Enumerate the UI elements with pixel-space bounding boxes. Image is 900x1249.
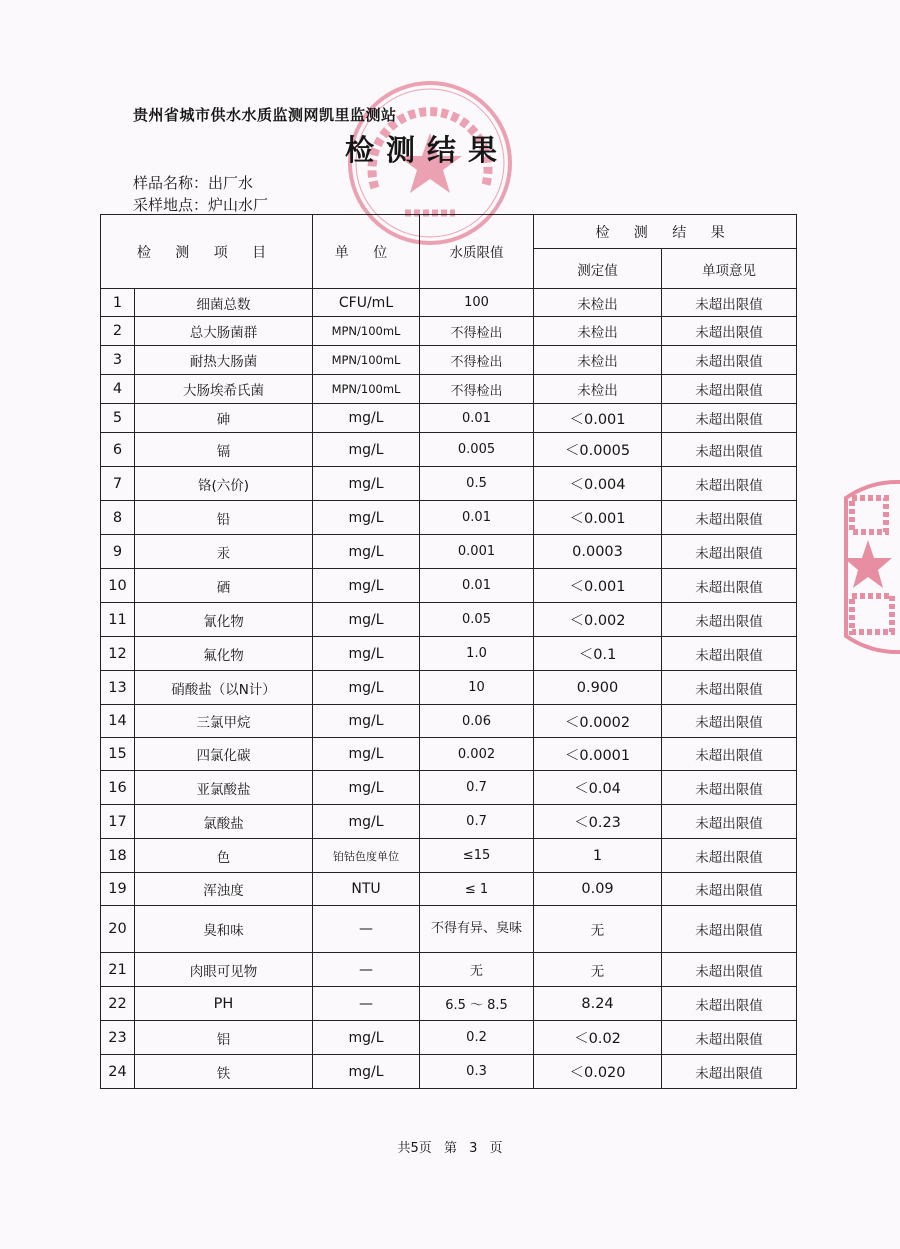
page-footer (0, 1137, 900, 1156)
row-measured: ＜0.020 (534, 1055, 662, 1089)
row-opinion: 未超出限值 (662, 906, 797, 953)
row-opinion: 未超出限值 (662, 346, 797, 375)
row-limit: 0.5 (420, 467, 534, 501)
row-number: 21 (101, 953, 135, 987)
row-limit: 不得检出 (420, 346, 534, 375)
table-row (101, 603, 797, 637)
row-limit: 0.05 (420, 603, 534, 637)
row-opinion: 未超出限值 (662, 404, 797, 433)
row-limit: 100 (420, 289, 534, 317)
row-number: 2 (101, 317, 135, 346)
table-row (101, 738, 797, 771)
row-number: 5 (101, 404, 135, 433)
organization-name: 贵州省城市供水水质监测网凯里监测站 (133, 106, 397, 124)
row-measured: 0.0003 (534, 535, 662, 569)
table-row (101, 987, 797, 1021)
table-row (101, 535, 797, 569)
table-row (101, 771, 797, 805)
table-row (101, 317, 797, 346)
sample-name-line (133, 172, 253, 193)
row-opinion: 未超出限值 (662, 289, 797, 317)
row-measured: ＜0.001 (534, 404, 662, 433)
row-opinion: 未超出限值 (662, 738, 797, 771)
row-item: 耐热大肠菌 (135, 346, 313, 375)
row-item: 镉 (135, 433, 313, 467)
row-number: 20 (101, 906, 135, 953)
row-limit: 0.005 (420, 433, 534, 467)
header-opinion: 单项意见 (662, 249, 797, 289)
row-measured: 1 (534, 839, 662, 873)
table-row (101, 501, 797, 535)
row-unit: — (313, 953, 420, 987)
table-row (101, 569, 797, 603)
table-row (101, 805, 797, 839)
row-opinion: 未超出限值 (662, 467, 797, 501)
row-limit: 0.06 (420, 705, 534, 738)
table-row (101, 289, 797, 317)
row-unit: mg/L (313, 1055, 420, 1089)
sample-site-label: 采样地点： (133, 196, 209, 214)
row-limit: 不得检出 (420, 375, 534, 404)
row-unit: 铂钴色度单位 (313, 839, 420, 873)
row-unit: mg/L (313, 433, 420, 467)
row-number: 6 (101, 433, 135, 467)
row-number: 3 (101, 346, 135, 375)
row-opinion: 未超出限值 (662, 771, 797, 805)
row-unit: MPN/100mL (313, 346, 420, 375)
row-number: 18 (101, 839, 135, 873)
row-number: 13 (101, 671, 135, 705)
row-item: 总大肠菌群 (135, 317, 313, 346)
row-opinion: 未超出限值 (662, 953, 797, 987)
row-limit: 不得检出 (420, 317, 534, 346)
header-result: 检 测 结 果 (534, 215, 797, 249)
row-unit: — (313, 906, 420, 953)
row-unit: MPN/100mL (313, 375, 420, 404)
row-measured: 无 (534, 953, 662, 987)
row-unit: mg/L (313, 1021, 420, 1055)
row-item: 氰化物 (135, 603, 313, 637)
row-opinion: 未超出限值 (662, 637, 797, 671)
table-row (101, 906, 797, 953)
row-measured: 未检出 (534, 289, 662, 317)
table-row (101, 346, 797, 375)
row-number: 4 (101, 375, 135, 404)
row-item: 肉眼可见物 (135, 953, 313, 987)
table-row (101, 404, 797, 433)
row-measured: ＜0.0002 (534, 705, 662, 738)
header-item: 检 测 项 目 (101, 215, 313, 289)
row-item: 铅 (135, 501, 313, 535)
row-number: 8 (101, 501, 135, 535)
row-measured: ＜0.0005 (534, 433, 662, 467)
row-unit: CFU/mL (313, 289, 420, 317)
row-measured: 未检出 (534, 317, 662, 346)
row-opinion: 未超出限值 (662, 501, 797, 535)
row-item: 四氯化碳 (135, 738, 313, 771)
row-item: 硒 (135, 569, 313, 603)
row-limit: 1.0 (420, 637, 534, 671)
row-measured: 未检出 (534, 375, 662, 404)
results-table (100, 214, 797, 1089)
row-opinion: 未超出限值 (662, 1055, 797, 1089)
row-measured: 8.24 (534, 987, 662, 1021)
row-number: 12 (101, 637, 135, 671)
row-item: 臭和味 (135, 906, 313, 953)
row-measured: ＜0.002 (534, 603, 662, 637)
table-row (101, 375, 797, 404)
sample-name-value: 出厂水 (208, 174, 254, 192)
partial-seal-stamp (838, 478, 900, 656)
row-opinion: 未超出限值 (662, 569, 797, 603)
row-measured: ＜0.02 (534, 1021, 662, 1055)
sample-site-value: 炉山水厂 (208, 196, 269, 214)
row-measured: 0.900 (534, 671, 662, 705)
row-limit: 6.5 ～ 8.5 (420, 987, 534, 1021)
table-row (101, 839, 797, 873)
row-opinion: 未超出限值 (662, 317, 797, 346)
row-unit: mg/L (313, 738, 420, 771)
row-number: 10 (101, 569, 135, 603)
row-item: 亚氯酸盐 (135, 771, 313, 805)
row-measured: ＜0.23 (534, 805, 662, 839)
page-title: 检测结果 (345, 133, 510, 167)
row-item: 铬(六价) (135, 467, 313, 501)
row-opinion: 未超出限值 (662, 535, 797, 569)
row-opinion: 未超出限值 (662, 839, 797, 873)
total-pages: 共5页 (397, 1141, 432, 1156)
row-measured: ＜0.004 (534, 467, 662, 501)
row-item: 色 (135, 839, 313, 873)
row-limit: ≤ 1 (420, 873, 534, 906)
row-limit: 0.01 (420, 569, 534, 603)
row-number: 9 (101, 535, 135, 569)
row-item: 砷 (135, 404, 313, 433)
row-unit: mg/L (313, 637, 420, 671)
table-row (101, 873, 797, 906)
row-unit: mg/L (313, 404, 420, 433)
row-limit: 0.002 (420, 738, 534, 771)
row-item: 三氯甲烷 (135, 705, 313, 738)
header-unit: 单 位 (313, 215, 420, 289)
row-limit: 0.01 (420, 404, 534, 433)
sample-site-line (133, 194, 268, 215)
table-row (101, 705, 797, 738)
row-item: 氟化物 (135, 637, 313, 671)
row-opinion: 未超出限值 (662, 433, 797, 467)
row-unit: mg/L (313, 467, 420, 501)
row-measured: ＜0.04 (534, 771, 662, 805)
row-item: 细菌总数 (135, 289, 313, 317)
row-item: 大肠埃希氏菌 (135, 375, 313, 404)
table-body (101, 289, 797, 1089)
table-row (101, 1055, 797, 1089)
row-measured: ＜0.1 (534, 637, 662, 671)
table-row (101, 433, 797, 467)
row-number: 7 (101, 467, 135, 501)
table-row (101, 637, 797, 671)
row-number: 11 (101, 603, 135, 637)
row-number: 19 (101, 873, 135, 906)
header-measured: 测定值 (534, 249, 662, 289)
row-unit: mg/L (313, 671, 420, 705)
row-unit: MPN/100mL (313, 317, 420, 346)
row-item: PH (135, 987, 313, 1021)
row-limit: 0.7 (420, 805, 534, 839)
sample-name-label: 样品名称： (133, 174, 209, 192)
row-unit: — (313, 987, 420, 1021)
row-limit: 无 (420, 953, 534, 987)
row-limit: 0.01 (420, 501, 534, 535)
row-unit: mg/L (313, 771, 420, 805)
row-item: 浑浊度 (135, 873, 313, 906)
row-opinion: 未超出限值 (662, 603, 797, 637)
row-number: 1 (101, 289, 135, 317)
row-item: 汞 (135, 535, 313, 569)
row-opinion: 未超出限值 (662, 1021, 797, 1055)
current-page: 第 3 页 (443, 1141, 503, 1156)
row-limit: 0.7 (420, 771, 534, 805)
row-opinion: 未超出限值 (662, 873, 797, 906)
row-measured: ＜0.001 (534, 501, 662, 535)
row-opinion: 未超出限值 (662, 671, 797, 705)
row-number: 23 (101, 1021, 135, 1055)
header-limit: 水质限值 (420, 215, 534, 289)
row-unit: mg/L (313, 569, 420, 603)
row-item: 氯酸盐 (135, 805, 313, 839)
row-item: 铝 (135, 1021, 313, 1055)
row-unit: mg/L (313, 805, 420, 839)
row-number: 14 (101, 705, 135, 738)
row-number: 16 (101, 771, 135, 805)
row-measured: 0.09 (534, 873, 662, 906)
row-measured: ＜0.0001 (534, 738, 662, 771)
row-limit: ≤15 (420, 839, 534, 873)
row-measured: 未检出 (534, 346, 662, 375)
row-limit: 0.001 (420, 535, 534, 569)
row-number: 22 (101, 987, 135, 1021)
row-opinion: 未超出限值 (662, 987, 797, 1021)
row-unit: mg/L (313, 501, 420, 535)
row-unit: mg/L (313, 705, 420, 738)
table-row (101, 1021, 797, 1055)
row-limit: 不得有异、臭味 (420, 906, 534, 953)
row-limit: 10 (420, 671, 534, 705)
row-unit: NTU (313, 873, 420, 906)
table-row (101, 671, 797, 705)
row-item: 铁 (135, 1055, 313, 1089)
table-row (101, 467, 797, 501)
row-opinion: 未超出限值 (662, 375, 797, 404)
row-number: 24 (101, 1055, 135, 1089)
row-measured: 无 (534, 906, 662, 953)
row-item: 硝酸盐（以N计） (135, 671, 313, 705)
table-row (101, 953, 797, 987)
row-number: 17 (101, 805, 135, 839)
row-opinion: 未超出限值 (662, 805, 797, 839)
row-unit: mg/L (313, 603, 420, 637)
row-opinion: 未超出限值 (662, 705, 797, 738)
row-unit: mg/L (313, 535, 420, 569)
row-measured: ＜0.001 (534, 569, 662, 603)
row-number: 15 (101, 738, 135, 771)
row-limit: 0.3 (420, 1055, 534, 1089)
row-limit: 0.2 (420, 1021, 534, 1055)
